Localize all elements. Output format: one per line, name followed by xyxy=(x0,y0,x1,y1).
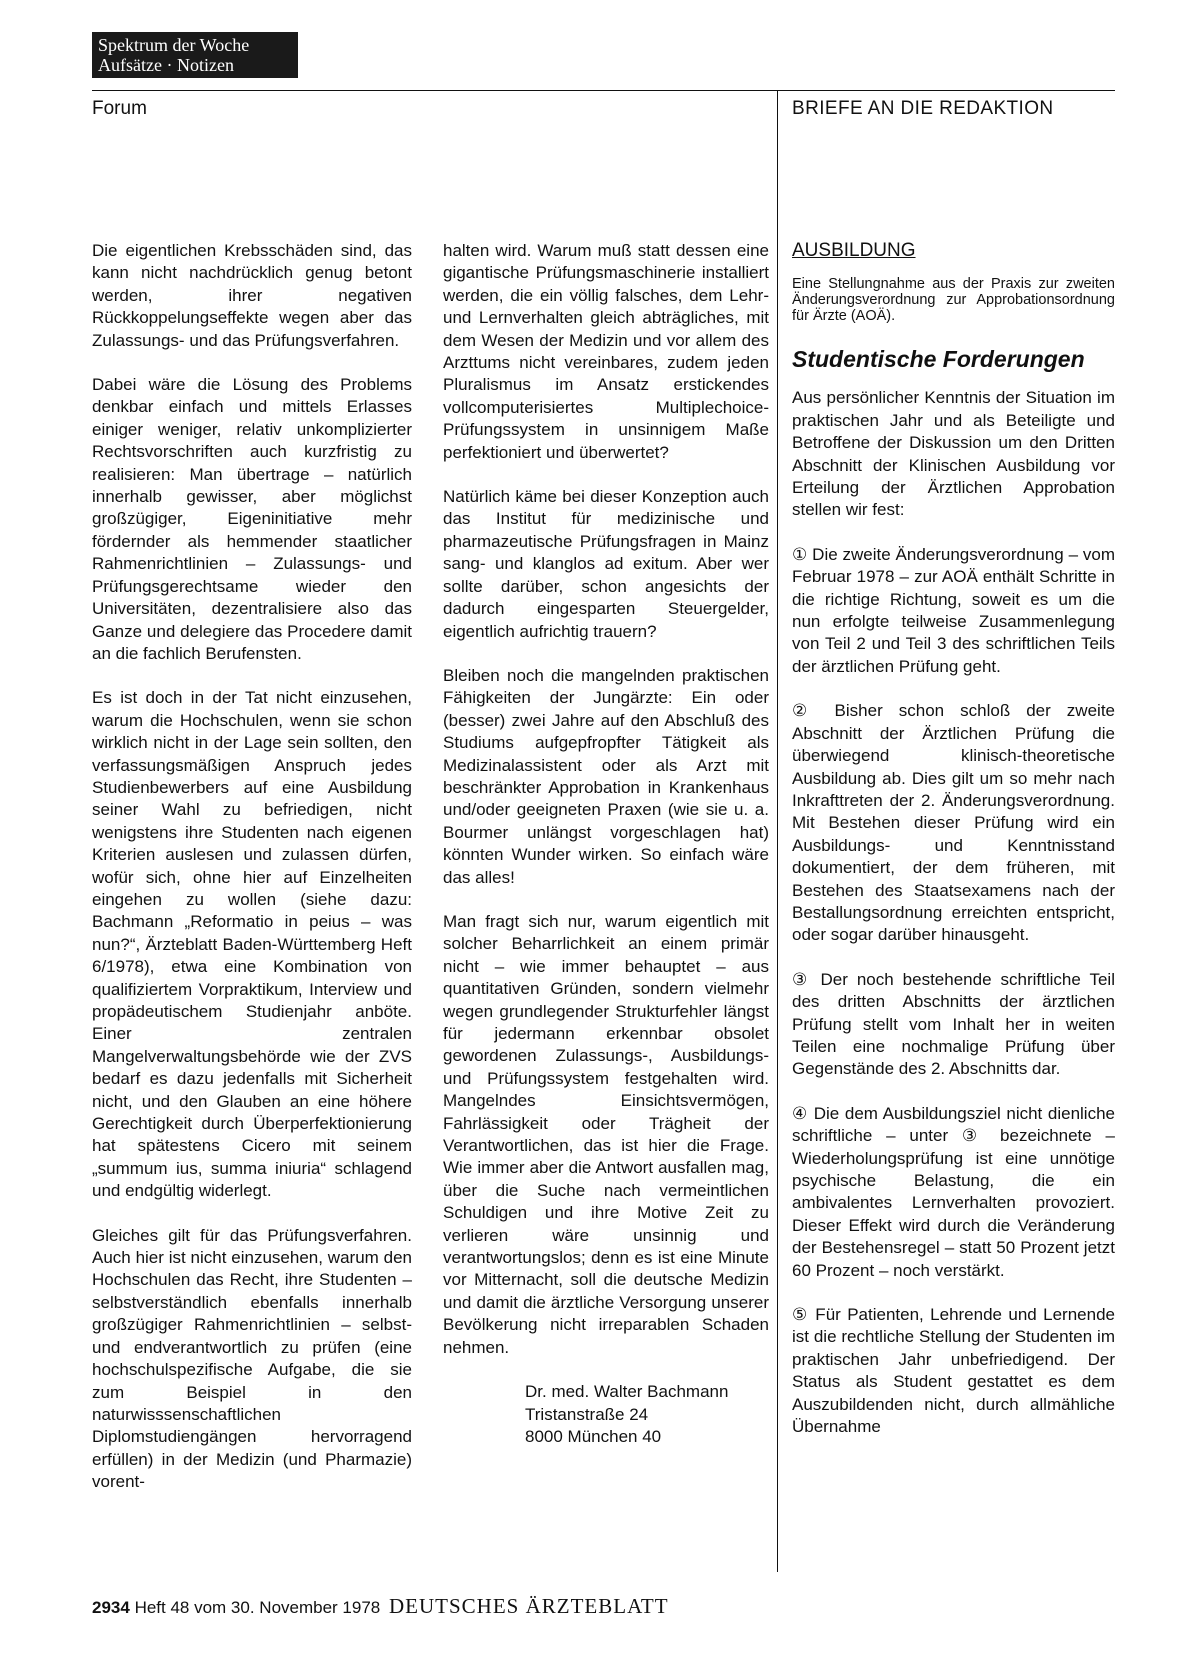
column-1 xyxy=(92,240,412,1516)
page-number: 2934 xyxy=(92,1598,130,1617)
paragraph: Bleiben noch die mangelnden praktischen Fähigkeiten der Jungärzte: Ein oder (besser) zwei Jahre auf den Abschluß des Studiums aufgepfropfter Tätigkeit als Medizinalassistent oder als Arzt mit beschränkter Approbation in Krankenhaus und/oder geeigneten Praxen (wie sie u. a. Bourmer unlängst vorgeschlagen hat) könnten Wunder wirken. So einfach wäre das alles! xyxy=(443,665,769,887)
paragraph: ② Bisher schon schloß der zweite Abschnitt der Ärztlichen Prüfung die überwiegend klinisch-theoretische Ausbildung ab. Dies gilt um so mehr nach Inkrafttreten der 2. Änderungsverordnung. Mit Bestehen dieser Prüfung wird ein Ausbildungs- und Kenntnisstand dokumentiert, der dem früheren, mit Bestehen des Staatsexamens nach der Bestallungsordnung erreichten entspricht, oder sogar darüber hinausgeht. xyxy=(792,701,1115,945)
paragraph: Gleiches gilt für das Prüfungsverfahren. Auch hier ist nicht einzusehen, warum den Hochschulen das Recht, ihre Studenten – selbstverständlich ebenfalls innerhalb großzügiger Rahmenrichtlinien – selbst- und endverantwortlich zu prüfen (eine hochschulspezifische Aufgabe, die sie zum Beispiel in den naturwisssenschaftlichen Diplomstudiengängen hervorragend erfüllen) in der Medizin (und Pharmazie) vorent- xyxy=(92,1225,412,1492)
section-heading: AUSBILDUNG xyxy=(792,240,916,261)
section-label: BRIEFE AN DIE REDAKTION xyxy=(792,98,1054,119)
paragraph: Aus persönlicher Kenntnis der Situation im praktischen Jahr und als Beteiligte und Betroffene der Diskussion um den Dritten Abschnitt der Klinischen Ausbildung vor Erteilung der Ärztlichen Approbation stellen wir fest: xyxy=(792,388,1115,520)
column-2 xyxy=(443,240,769,1448)
paragraph: Die eigentlichen Krebsschäden sind, das kann nicht nachdrücklich genug betont werden, ihrer negativen Rückkoppelungseffekte wegen aber das Zulassungs- und das Prüfungsverfahren. xyxy=(92,241,412,350)
paragraph: Man fragt sich nur, warum eigentlich mit solcher Beharrlichkeit an einem primär nicht – wie immer behauptet – aus quantitativen Gründen, sondern vielmehr wegen grundlegender Strukturfehler längst für jedermann erkennbar obsolet gewordenen Zulassungs-, Ausbildungs- und Prüfungssystem festgehalten wird. Mangelndes Einsichtsvermögen, Fahrlässigkeit oder Trägheit der Verantwortlichen, das ist hier die Frage. Wie immer aber die Antwort ausfallen mag, über die Suche nach vermeintlichen Schuldigen und ihre Motive Zeit zu verlieren wäre unsinnig und verantwortungslos; denn es ist eine Minute vor Mitternacht, soll die deutsche Medizin und damit die ärztliche Versorgung unserer Bevölkerung nicht irreparablen Schaden nehmen. xyxy=(443,911,769,1357)
signature-city: 8000 München 40 xyxy=(525,1426,662,1446)
paragraph: ③ Der noch bestehende schriftliche Teil des dritten Abschnitts der ärztlichen Prüfung stellt vom Inhalt her in weiten Teilen eine nochmalige Prüfung über Gegenstände des 2. Abschnitts dar. xyxy=(792,969,1115,1079)
paragraph: Natürlich käme bei dieser Konzeption auch das Institut für medizinische und pharmazeutische Prüfungsfragen in Mainz sang- und klanglos ad exitum. Aber wer sollte darüber, schon angesichts der dadurch eingesparten Steuergelder, eigentlich aufrichtig trauern? xyxy=(443,487,769,641)
page-footer xyxy=(92,1594,669,1619)
magazine-name: DEUTSCHES ÄRZTEBLATT xyxy=(388,1594,669,1618)
article-title: Studentische Forderungen xyxy=(792,346,1085,373)
signature-name: Dr. med. Walter Bachmann xyxy=(525,1382,729,1402)
header-line-2: Aufsätze · Notizen xyxy=(98,55,234,75)
paragraph: Es ist doch in der Tat nicht einzusehen, warum die Hochschulen, wenn sie schon wirklich nicht in der Lage sein sollten, den verfassungsmäßigen Anspruch jedes Studienbewerbers auf eine Ausbildung seiner Wahl zu befriedigen, nicht wenigstens ihre Studenten nach eigenen Kriterien auslesen und zulassen dürfen, wofür sich, ohne hier auf Einzelheiten eingehen zu wollen (siehe dazu: Bachmann „Reformatio in peius – was nun?“, Ärzteblatt Baden-Württemberg Heft 6/1978), etwa eine Kombination von qualifiziertem Vorpraktikum, Interview und propädeutischem Studienjahr anböte. Einer zentralen Mangelverwaltungsbehörde wie der ZVS bedarf es dazu jedenfalls mit Sicherheit nicht, und den Glauben an eine höhere Gerechtigkeit durch Überperfektionierung hat spätestens Cicero mit seinem „summum ius, summa iniuria“ schlagend und endgültig widerlegt. xyxy=(92,688,412,1201)
paragraph: ④ Die dem Ausbildungsziel nicht dienliche schriftliche – unter ③ bezeichnete – Wiederholungsprüfung ist eine unnötige psychische Belastung, die ein ambivalentes Lernverhalten provoziert. Dieser Effekt wird durch die Veränderung der Bestehensregel – statt 50 Prozent jetzt 60 Prozent – noch verstärkt. xyxy=(792,1103,1115,1280)
paragraph: halten wird. Warum muß statt dessen eine gigantische Prüfungsmaschinerie installiert werden, die ein völlig falsches, dem Lehr- und Lernverhalten gleich abträgliches, mit dem Wesen der Medizin und vor allem des Arzttums nicht vereinbares, zudem jeden Pluralismus im Ansatz erstickendes vollcomputerisiertes Multiplechoice-Prüfungssystem in unsinnigem Maße perfektioniert und überwertet? xyxy=(443,241,769,462)
intro-text: Eine Stellungnahme aus der Praxis zur zweiten Änderungsverordnung zur Approbationsordnung für Ärzte (AOÄ). xyxy=(792,276,1115,325)
top-rule xyxy=(92,90,1115,91)
column-divider xyxy=(777,90,778,1572)
signature-street: Tristanstraße 24 xyxy=(525,1404,649,1424)
paragraph: Dabei wäre die Lösung des Problems denkbar einfach und mittels Erlasses einiger weniger, relativ unkomplizierter Rechtsvorschriften auch kurzfristig zu realisieren: Man übertrage – natürlich innerhalb gewisser, aber möglichst großzügiger, Eigeninitiative mehr fördernder als hemmender staatlicher Rahmenrichtlinien – Zulassungs- und Prüfungsgerechtsame wieder den Universitäten, dezentralisiere also das Ganze und delegiere das Procedere damit an die fachlich Berufensten. xyxy=(92,375,412,663)
signature xyxy=(443,1381,769,1448)
header-line-1: Spektrum der Woche xyxy=(98,35,250,55)
forum-label: Forum xyxy=(92,98,147,119)
issue-info: Heft 48 vom 30. November 1978 xyxy=(134,1598,381,1617)
paragraph: ⑤ Für Patienten, Lehrende und Lernende ist die rechtliche Stellung der Studenten im praktischen Jahr unbefriedigend. Der Status als Student gestattet es dem Auszubildenden nicht, durch allmähliche Übernahme xyxy=(792,1305,1115,1437)
section-header-box xyxy=(92,32,298,78)
paragraph: ① Die zweite Änderungsverordnung – vom Februar 1978 – zur AOÄ enthält Schritte in die richtige Richtung, soweit es um die nun erfolgte teilweise Zusammenlegung von Teil 2 und Teil 3 des schriftlichen Teils der ärztlichen Prüfung geht. xyxy=(792,544,1115,676)
column-3 xyxy=(792,240,1115,1460)
